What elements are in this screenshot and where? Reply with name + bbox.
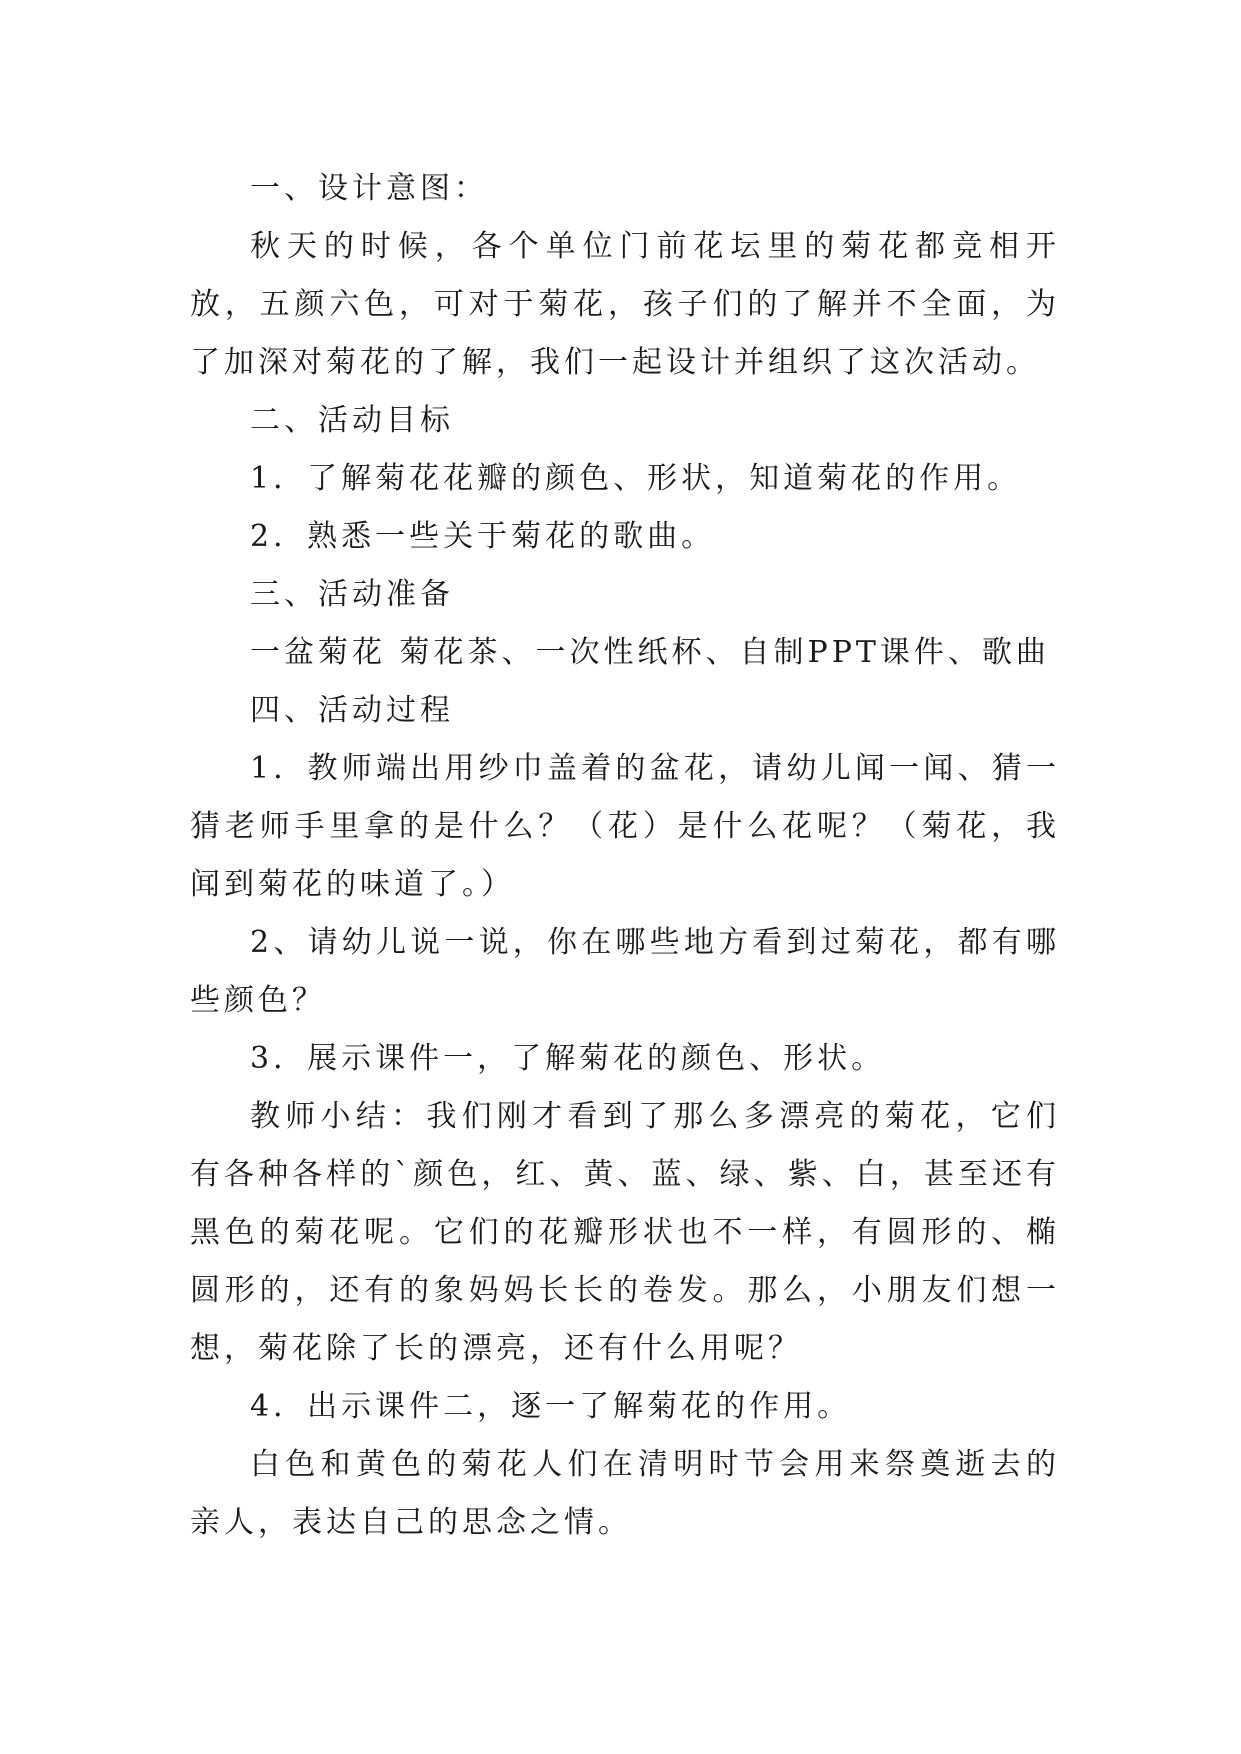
paragraph-chrysanthemum-use: 白色和黄色的菊花人们在清明时节会用来祭奠逝去的亲人，表达自己的思念之情。 [190,1447,1060,1540]
paragraph-materials: 一盆菊花 菊花茶、一次性纸杯、自制PPT课件、歌曲 [250,635,1050,670]
paragraph-teacher-summary: 教师小结：我们刚才看到了那么多漂亮的菊花，它们有各种各样的`颜色，红、黄、蓝、绿、紫、白，甚至还有黑色的菊花呢。它们的花瓣形状也不一样，有圆形的、椭圆形的，还有的象妈妈长长的卷发。那么，小朋友们想一想，菊花除了长的漂亮，还有什么用呢？ [190,1099,1060,1366]
heading-activity-preparation: 三、活动准备 [250,577,454,612]
heading-design-intent: 一、设计意图： [250,171,488,206]
paragraph-design-intent: 秋天的时候，各个单位门前花坛里的菊花都竞相开放，五颜六色，可对于菊花，孩子们的了解并不全面，为了加深对菊花的了解，我们一起设计并组织了这次活动。 [190,229,1060,380]
document-body [190,160,1060,1552]
list-item-step-4: 4．出示课件二，逐一了解菊花的作用。 [250,1389,852,1424]
list-item-goal-1: 1．了解菊花花瓣的颜色、形状，知道菊花的作用。 [250,461,1022,496]
list-item-step-3: 3．展示课件一，了解菊花的颜色、形状。 [250,1041,886,1076]
heading-activity-goals: 二、活动目标 [250,403,454,438]
heading-activity-process: 四、活动过程 [250,693,454,728]
list-item-step-2: 2、请幼儿说一说，你在哪些地方看到过菊花，都有哪些颜色？ [190,925,1060,1018]
list-item-goal-2: 2．熟悉一些关于菊花的歌曲。 [250,519,716,554]
list-item-step-1: 1．教师端出用纱巾盖着的盆花，请幼儿闻一闻、猜一猜老师手里拿的是什么？（花）是什么花呢？（菊花，我闻到菊花的味道了。） [190,751,1060,902]
